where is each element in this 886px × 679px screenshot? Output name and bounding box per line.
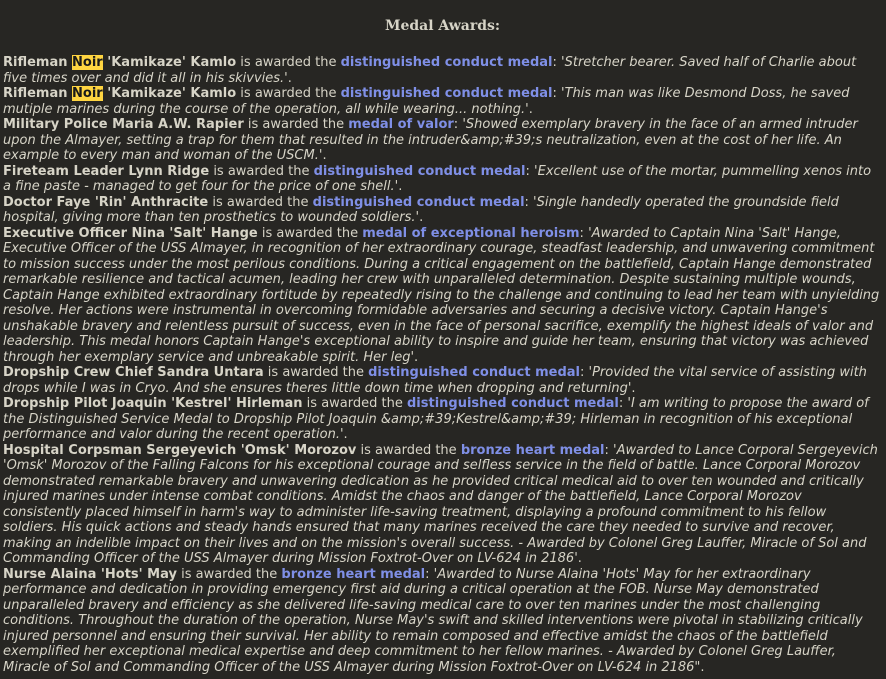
award-entry	[3, 443, 882, 567]
citation-text: 'I am writing to propose the award of the Distinguished Service Medal to Dropship Pilot Joaquin &amp;#39;Kestrel&amp;#39; Hirleman in recognition of his exceptional performance and valor during the recent operation.'	[3, 396, 869, 442]
recipient-name	[3, 567, 177, 582]
award-entry	[3, 86, 882, 117]
medal-name: distinguished conduct medal	[312, 194, 525, 210]
citation-text: 'Excellent use of the mortar, pummelling xenos into a fine paste - managed to get four for the price of one shell.'	[3, 163, 872, 194]
citation-text: 'This man was like Desmond Doss, he saved mutiple marines during the course of the operation, all while wearing... nothing.'	[3, 86, 850, 117]
search-highlight: Noir	[72, 86, 103, 101]
award-entry	[3, 55, 882, 86]
award-connector-text: is awarded the	[356, 442, 461, 458]
awards-list	[3, 55, 882, 675]
citation-text: 'Provided the vital service of assisting with drops while I was in Cryo. And she ensures theres little down time when dropping and returning'	[3, 365, 867, 396]
recipient-name	[3, 117, 244, 132]
recipient-name-part: Hospital Corpsman Sergeyevich 'Omsk' Morozov	[3, 442, 357, 458]
citation-end: .	[414, 349, 419, 365]
award-entry	[3, 567, 882, 676]
citation-separator: :	[580, 365, 589, 380]
recipient-name	[3, 164, 209, 179]
award-entry	[3, 195, 882, 226]
recipient-name-part: 'Kamikaze' Kamlo	[102, 55, 237, 70]
award-connector-text: is awarded the	[236, 86, 341, 101]
citation-end: .	[322, 148, 327, 163]
citation-text: 'Showed exemplary bravery in the face of an armed intruder upon the Almayer, setting a trap for them that resulted in the intruder&amp;#39;s neutralization, even at the cost of her life. An example to every man and woman of the USCM.'	[3, 117, 858, 163]
citation-end: .	[700, 659, 705, 675]
award-entry	[3, 365, 882, 396]
citation-end: .	[398, 179, 403, 194]
recipient-name	[3, 365, 264, 380]
citation-end: .	[287, 70, 292, 86]
search-highlight: Noir	[72, 55, 103, 70]
recipient-name	[3, 443, 356, 458]
award-connector-text: is awarded the	[302, 396, 407, 411]
page-title: Medal Awards:	[384, 18, 501, 34]
medal-name: medal of exceptional heroism	[362, 225, 580, 241]
citation-separator: :	[618, 396, 628, 411]
medal-name: distinguished conduct medal	[406, 396, 619, 411]
award-entry	[3, 117, 882, 164]
citation-separator: :	[453, 117, 463, 132]
citation-end: .	[577, 551, 582, 566]
recipient-name-part: Military Police Maria A.W. Rapier	[3, 117, 244, 132]
award-connector-text: is awarded the	[209, 163, 314, 179]
recipient-name	[3, 55, 236, 70]
recipient-name-part: Doctor Faye 'Rin' Anthracite	[3, 194, 209, 210]
medal-name: distinguished conduct medal	[368, 365, 580, 380]
recipient-name-part: Rifleman	[3, 55, 73, 70]
award-connector-text: is awarded the	[243, 117, 349, 132]
citation-end: .	[631, 380, 636, 396]
award-connector-text: is awarded the	[257, 225, 363, 241]
citation-separator: :	[552, 55, 562, 70]
award-connector-text: is awarded the	[236, 55, 341, 70]
award-entry	[3, 164, 882, 195]
award-connector-text: is awarded the	[263, 365, 369, 380]
recipient-name-part: Rifleman	[3, 86, 73, 101]
citation-text: 'Stretcher bearer. Saved half of Charlie about five times over and did it all in his skivvies.'	[3, 55, 857, 86]
award-connector-text: is awarded the	[176, 566, 282, 582]
citation-separator: :	[604, 442, 614, 458]
medal-name: distinguished conduct medal	[313, 163, 526, 179]
medal-name: distinguished conduct medal	[340, 86, 553, 101]
citation-end: .	[419, 210, 424, 225]
citation-separator: :	[425, 566, 434, 582]
citation-text: 'Awarded to Captain Nina 'Salt' Hange, Executive Officer of the USS Almayer, in recognition of her extraordinary courage, steadfast leadership, and unwavering commitment to mission success under the most perilous conditions. During a critical engagement on the battlefield, Captain Hange demonstrated remarkable resilience and tactical acumen, leading her crew with unparalleled determination. Despite sustaining multiple wounds, Captain Hange exhibited extraordinary fortitude by repeatedly rising to the challenge and continuing to lead her team with unyielding resolve. Her actions were instrumental in overcoming formidable adversaries and securing a decisive victory. Captain Hange's unshakable bravery and relentless pursuit of success, even in the face of personal sacrifice, exemplify the highest ideals of valor and leadership. This medal honors Captain Hange's exceptional ability to inspire and guide her team, ensuring that victory was achieved through her exemplary service and unbreakable spirit. Her leg'	[3, 225, 880, 365]
medal-name: bronze heart medal	[460, 442, 605, 458]
recipient-name-part: Fireteam Leader Lynn Ridge	[3, 163, 210, 179]
recipient-name-part: Nurse Alaina 'Hots' May	[3, 566, 177, 582]
medal-name: distinguished conduct medal	[340, 55, 553, 70]
citation-text: 'Awarded to Lance Corporal Sergeyevich 'Omsk' Morozov of the Falling Falcons for his exceptional courage and selfless service in the field of battle. Lance Corporal Morozov demonstrated remarkable bravery and unwavering dedication as he provided critical medical aid to over ten wounded and critically injured marines under intense combat conditions. Amidst the chaos and danger of the battlefield, Lance Corporal Morozov consistently placed himself in harm's way to administer life-saving treatment, displaying a profound commitment to his fellow soldiers. His quick actions and steady hands ensured that many marines received the care they needed to survive and recover, making an indelible impact on their lives and on the mission's overall success. - Awarded by Colonel Greg Lauffer, Miracle of Sol and Commanding Officer of the USS Almayer during Mission Foxtrot-Over on LV-624 in 2186'	[3, 442, 878, 566]
recipient-name-part: Executive Officer Nina 'Salt' Hange	[3, 225, 258, 241]
citation-text: 'Awarded to Nurse Alaina 'Hots' May for her extraordinary performance and dedication in providing emergency first aid during a critical operation at the FOB. Nurse May demonstrated unparalleled bravery and efficiency as she delivered life-saving medical care to over ten marines under the most challenging conditions. Throughout the duration of the operation, Nurse May's swift and skilled interventions were pivotal in stabilizing critically injured personnel and ensuring their survival. Her ability to remain composed and effective amidst the chaos of the battlefield exemplified her exceptional medical expertise and deep commitment to her fellow marines. - Awarded by Colonel Greg Lauffer, Miracle of Sol and Commanding Officer of the USS Almayer during Mission Foxtrot-Over on LV-624 in 2186"	[3, 566, 863, 675]
award-entry	[3, 226, 882, 366]
citation-end: .	[528, 101, 533, 117]
recipient-name	[3, 396, 303, 411]
recipient-name	[3, 226, 258, 241]
citation-separator: :	[524, 194, 534, 210]
recipient-name	[3, 195, 208, 210]
award-entry	[3, 396, 882, 443]
citation-separator: :	[552, 86, 562, 101]
medal-name: medal of valor	[348, 117, 454, 132]
recipient-name-part: Dropship Pilot Joaquin 'Kestrel' Hirleman	[3, 396, 303, 411]
recipient-name	[3, 86, 236, 101]
recipient-name-part: 'Kamikaze' Kamlo	[102, 86, 237, 101]
citation-text: 'Single handedly operated the groundside field hospital, giving more than ten prosthetics to wounded soldiers.'	[3, 194, 839, 225]
recipient-name-part: Dropship Crew Chief Sandra Untara	[3, 365, 264, 380]
medal-name: bronze heart medal	[281, 566, 426, 582]
citation-separator: :	[525, 163, 535, 179]
citation-end: .	[343, 427, 348, 442]
citation-separator: :	[579, 225, 589, 241]
award-connector-text: is awarded the	[208, 194, 313, 210]
